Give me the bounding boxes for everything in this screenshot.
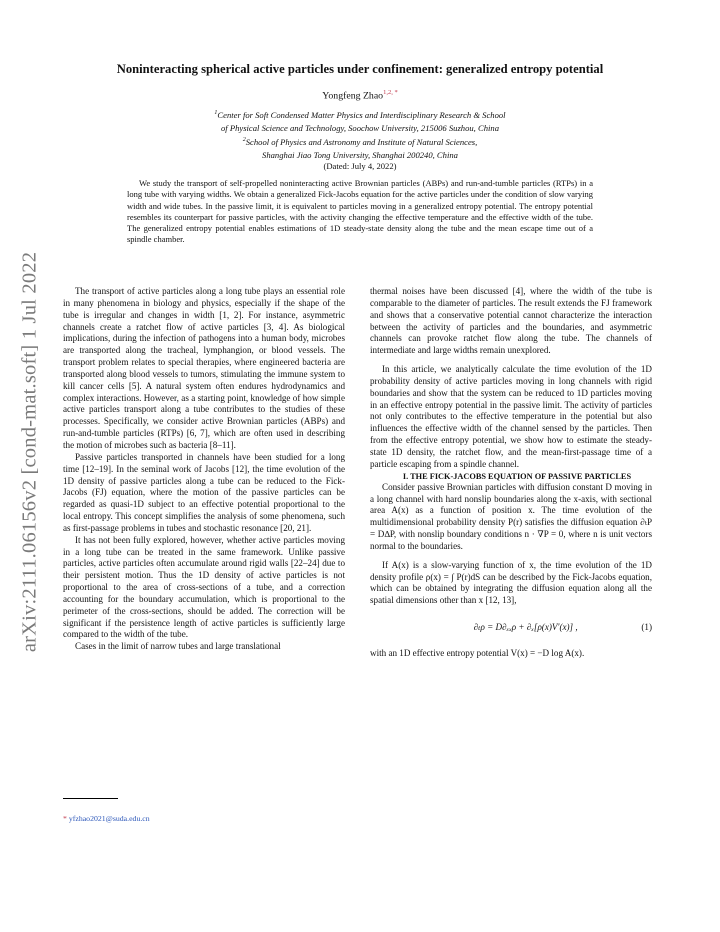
section-heading: I. THE FICK-JACOBS EQUATION OF PASSIVE PARTICLES <box>402 471 632 481</box>
paragraph: Consider passive Brownian particles with diffusion constant D moving in a long channel with hard nonslip boundaries along the x-axis, with sectional area A(x) as a function of position x. The time evolution of the multidimensional probability density P(r) satisfies the diffusion equation ∂ₜP = D∆P, with nonslip boundary conditions n · ∇P = 0, where n is unit vectors normal to the boundaries. <box>370 481 652 551</box>
author-affiliation-mark: 1,2, * <box>383 89 398 96</box>
paragraph: In this article, we analytically calculate the time evolution of the 1D probability density of active particles moving in long channels with rigid boundaries and show that the system can be reduced to 1D particles moving in an effective entropy potential in the passive limit. The activity of particles not only contributes to the effective temperature in the potential but also influences the effective width of the channel sensed by the particles. Then from the effective entropy potential, we show how to estimate the steady-state 1D density, the ratchet flow, and the mean-first-passage time of a particle escaping from a spindle channel. <box>370 364 652 469</box>
equation-text: ∂ₜρ = D∂ₓₓρ + ∂ₓ[ρ(x)V′(x)] , <box>473 622 578 633</box>
abstract: We study the transport of self-propelled noninteracting active Brownian particles (ABPs) and run-and-tumble particles (RTPs) in a long tube with varying widths. We obtain a generalized Fick-Jacobs equation for the active particles under the condition of slow varying width and wide tubes. In the passive limit, it is equivalent to particles moving in a generalized entropy potential. The entropy potential resembles its counterpart for passive particles, with the activity changing the effective temperature and the effective width of the tube. The generalized entropy potential enables estimations of 1D steady-state density along the tube and the mean escape time out of a spindle chamber. <box>127 178 593 245</box>
email-link[interactable]: yfzhao2021@suda.edu.cn <box>68 814 150 823</box>
affiliations <box>120 108 600 173</box>
author-name: Yongfeng Zhao <box>322 90 384 102</box>
paragraph: If A(x) is a slow-varying function of x, the time evolution of the 1D density profile ρ(x) = ∫ P(r)dS can be described by the Fick-Jacobs equation, which can be obtained by integrating the diffusion equation along all the spatial dimensions other than x [12, 13], <box>370 559 652 606</box>
date-line: (Dated: July 4, 2022) <box>323 161 397 172</box>
equation-number: (1) <box>641 622 652 633</box>
left-column <box>63 286 345 653</box>
author-line <box>70 89 650 101</box>
arxiv-identifier: arXiv:2111.06156v2 [cond-mat.soft] 1 Jul 2022 <box>18 251 41 653</box>
paragraph: It has not been fully explored, however, whether active particles moving in a long tube can be treated in the same framework. Unlike passive particles, active particles often accumulate around rigid walls [22–24] due to their persistent motion. Thus the 1D density of active particles is not proportional to the area of cross-sections of a tube, and a correction accounting for the boundary accumulation, which is proportional to the perimeter of the cross-sections, should be added. The correction will be significant if the persistence length of active particles is sufficiently large compared to the width of the tube. <box>63 534 345 640</box>
paragraph: Passive particles transported in channels have been studied for a long time [12–19]. In the seminal work of Jacobs [12], the time evolution of the 1D density of passive particles along a tube can be reduced to the Fick-Jacobs (FJ) equation, where the motion of the passive particles can be regarded as quasi-1D subject to an effective potential proportional to the local entropy. This concept simplifies the analysis of some phenomena, such as first-passage problems in tubes and stochastic resonance [20, 21]. <box>63 451 345 533</box>
footnote <box>63 814 150 823</box>
affiliation-line: Shanghai Jiao Tong University, Shanghai 200240, China <box>262 149 458 160</box>
affiliation-line: $^1$Center for Soft Condensed Matter Physics and Interdisciplinary Research & School <box>214 109 506 120</box>
footnote-rule <box>63 798 118 799</box>
equation-1 <box>370 622 652 634</box>
paragraph: with an 1D effective entropy potential V(x) = −D log A(x). <box>370 647 585 658</box>
affiliation-line: $^2$School of Physics and Astronomy and Institute of Natural Sciences, <box>242 136 478 147</box>
paragraph: Cases in the limit of narrow tubes and large translational <box>75 641 281 652</box>
affiliation-line: of Physical Science and Technology, Soochow University, 215006 Suzhou, China <box>221 123 499 134</box>
paragraph: The transport of active particles along a long tube plays an essential role in many phenomena in biology and physics, especially if the shape of the tube is irregular and changes in width [1, 2]. For instance, asymmetric channels create a ratchet flow of active particles [3, 4]. As biological implications, during the infection of pathogens into a human body, microbes are transported along the tracheal, lymphangion, or blood vessels. The transport problem relates to special therapies, where engineered bacteria are transported along blood vessels to tumors, stimulating the immune system to kill cancer cells [5]. A natural system often endures hydrodynamics and complex interactions. However, as a starting point, knowledge of how simple active particles transport along a tube contributes to the studies of these processes. Specifically, we consider active Brownian particles (ABPs) and run-and-tumble particles (RTPs) [6, 7], which are often used in describing the motion of microbes such as bacteria [8–11]. <box>63 286 345 450</box>
paragraph: thermal noises have been discussed [4], where the width of the tube is comparable to the diameter of particles. The result extends the FJ framework and shows that a conservative potential cannot characterize the interaction between the activity of particles and the boundaries, and asymmetric channels can provoke ratchet flow along the tube. The channels of intermediate and large widths remain unexplored. <box>370 286 652 356</box>
paper-title: Noninteracting spherical active particles under confinement: generalized entropy potential <box>116 62 604 76</box>
right-column <box>370 286 652 660</box>
footnote-mark: * <box>63 814 67 823</box>
